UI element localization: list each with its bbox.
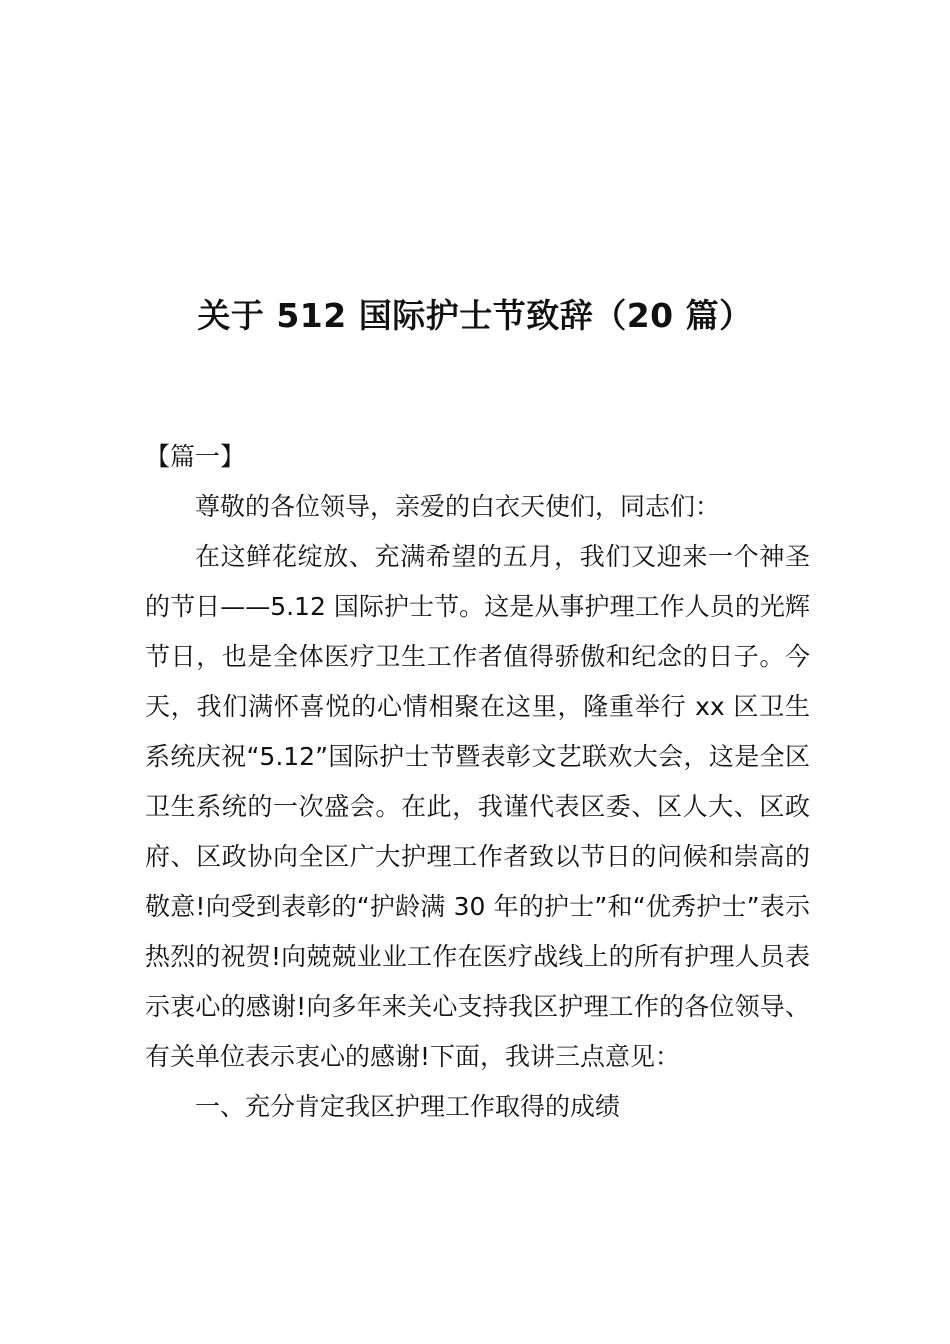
document-body — [145, 432, 810, 1132]
body-paragraph: 在这鲜花绽放、充满希望的五月，我们又迎来一个神圣的节日——5.12 国际护士节。这是从事护理工作人员的光辉节日，也是全体医疗卫生工作者值得骄傲和纪念的日子。今天，我们满怀喜悦的心情相聚在这里，隆重举行 xx 区卫生系统庆祝“5.12”国际护士节暨表彰文艺联欢大会，这是全区卫生系统的一次盛会。在此，我谨代表区委、区人大、区政府、区政协向全区广大护理工作者致以节日的问候和崇高的敬意!向受到表彰的“护龄满 30 年的护士”和“优秀护士”表示热烈的祝贺!向兢兢业业工作在医疗战线上的所有护理人员表示衷心的感谢!向多年来关心支持我区护理工作的各位领导、有关单位表示衷心的感谢!下面，我讲三点意见： — [145, 542, 810, 1071]
document-title: 关于 512 国际护士节致辞（20 篇） — [197, 296, 753, 335]
salutation-paragraph: 尊敬的各位领导，亲爱的白衣天使们，同志们： — [195, 492, 721, 521]
section-label: 【篇一】 — [145, 442, 246, 471]
section-heading: 一、充分肯定我区护理工作取得的成绩 — [195, 1092, 621, 1121]
